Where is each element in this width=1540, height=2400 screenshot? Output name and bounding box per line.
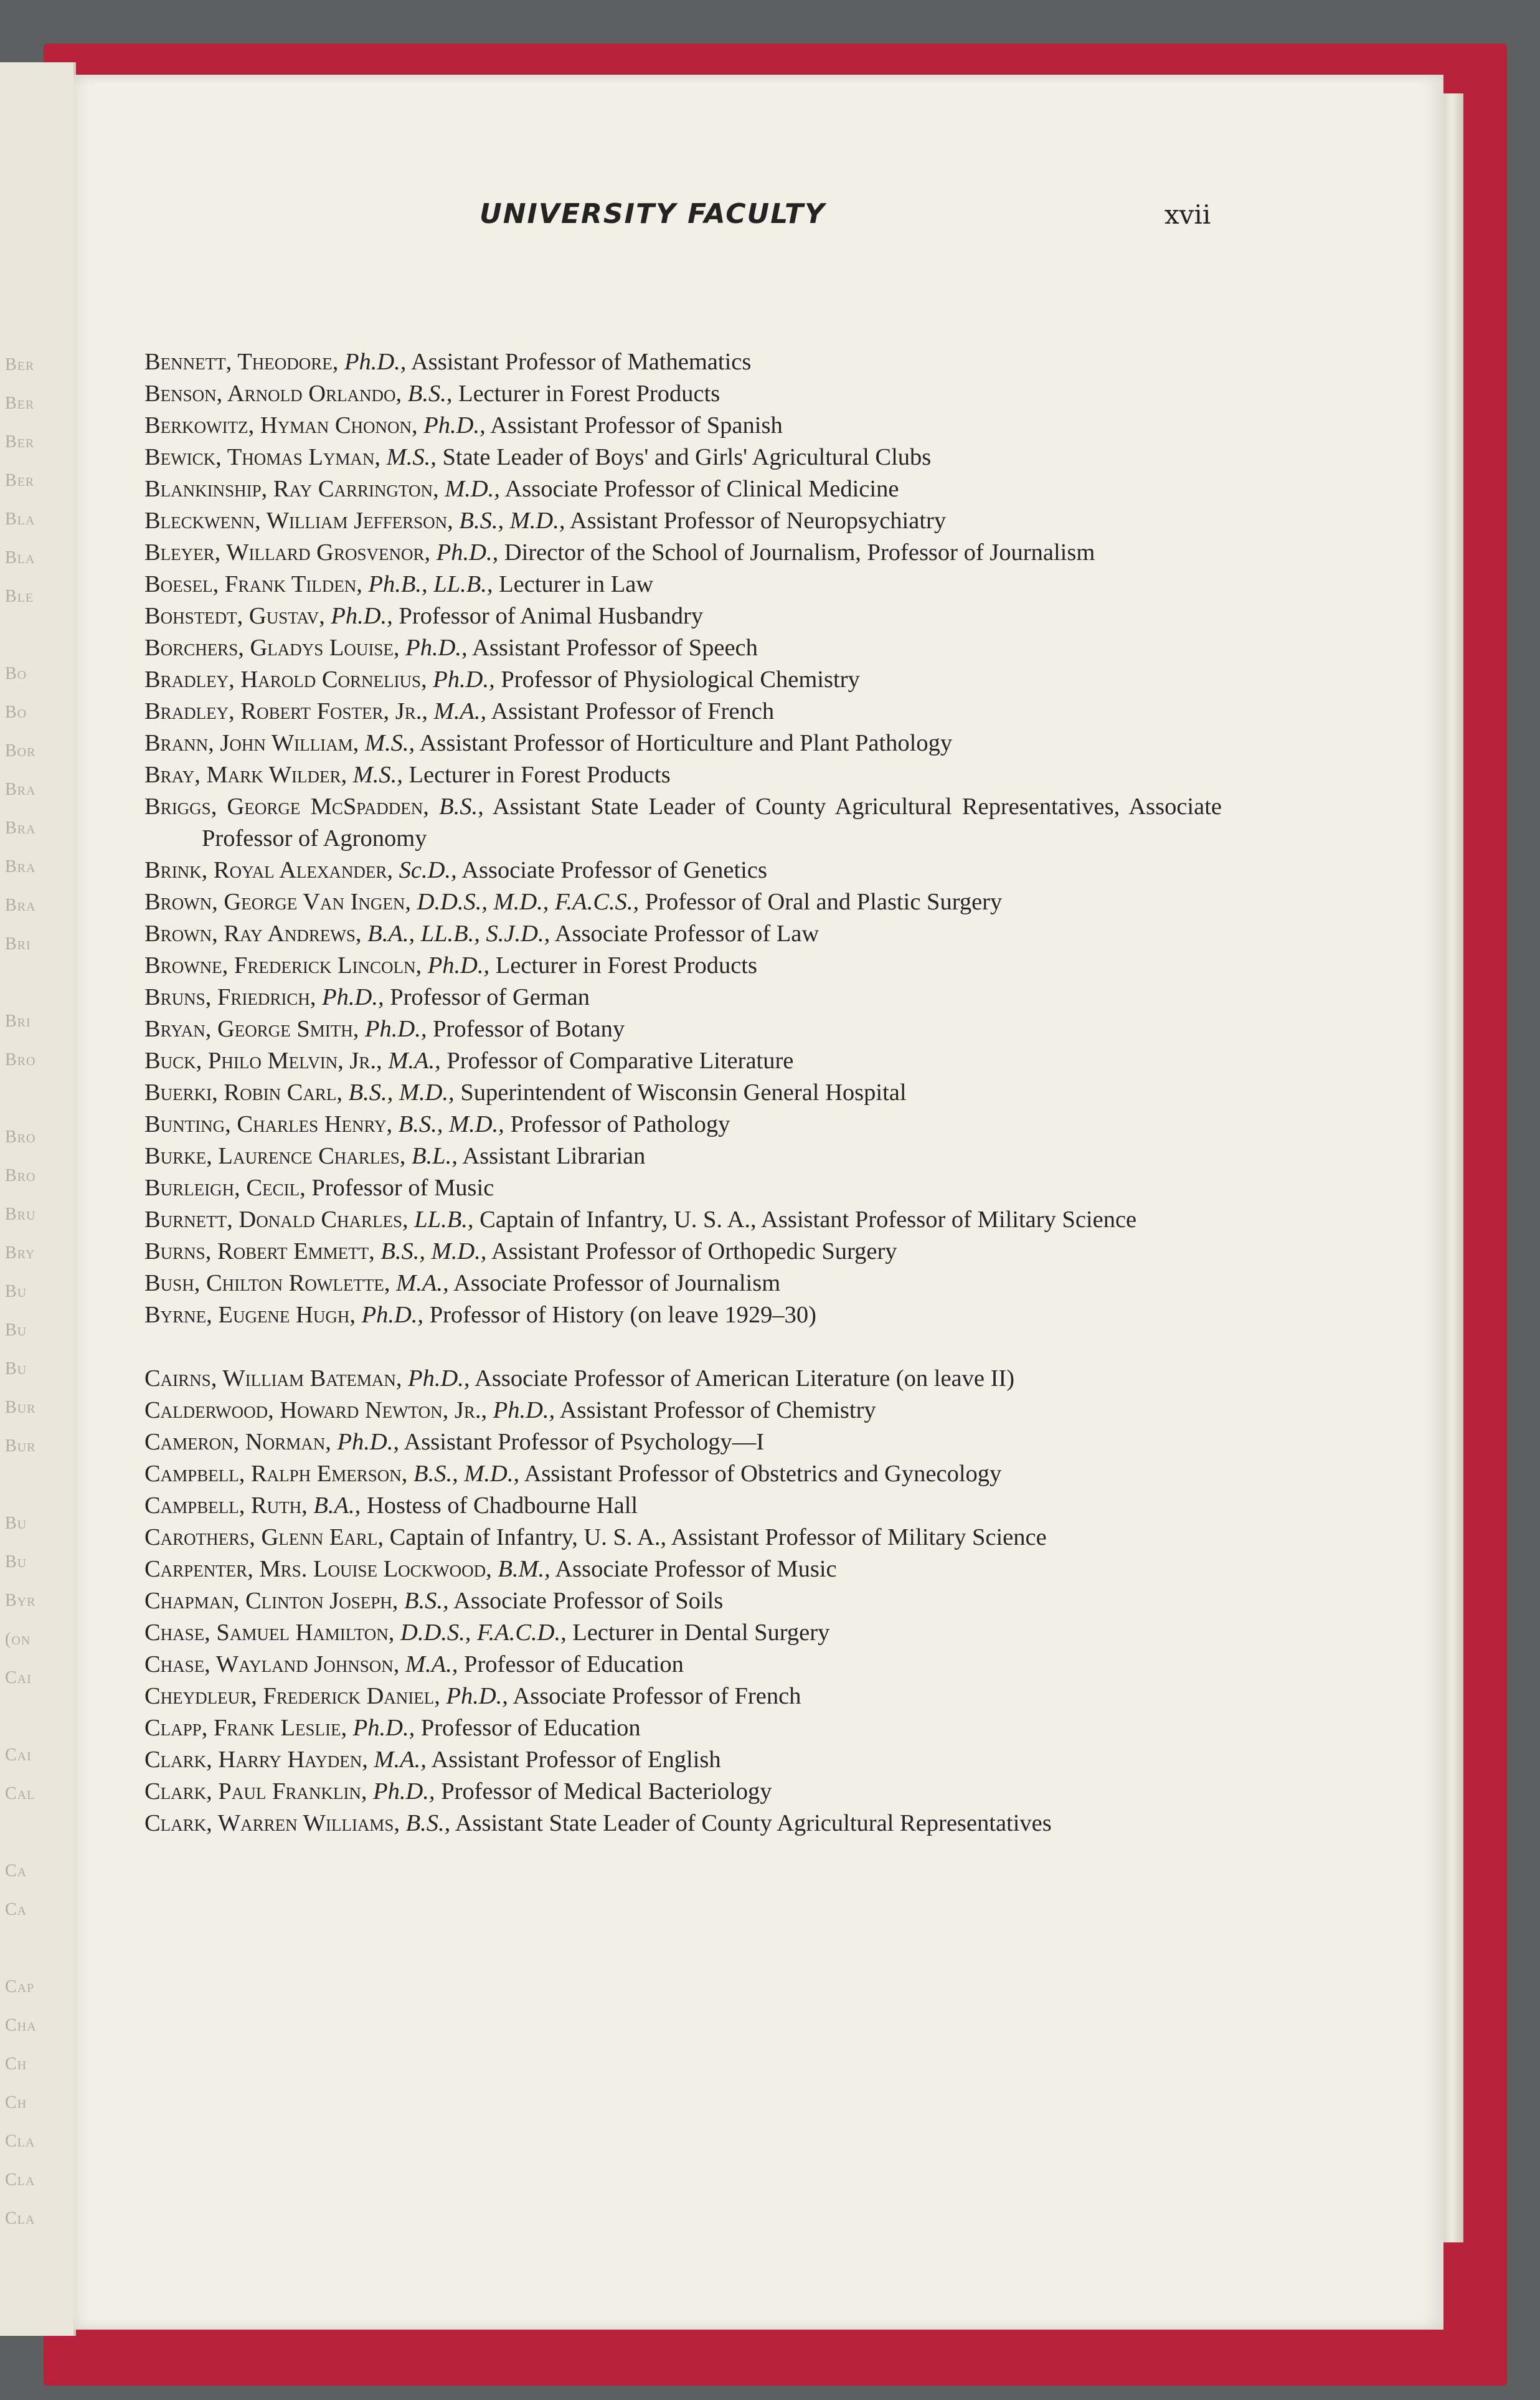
faculty-entry — [144, 1681, 1222, 1712]
faculty-entry — [144, 1045, 1222, 1077]
faculty-degree: B.S., M.D., — [348, 1079, 455, 1106]
left-page-fragment: Bri — [5, 1012, 31, 1031]
faculty-name: Bleyer, Willard Grosvenor, — [144, 539, 431, 566]
faculty-entry — [144, 1808, 1222, 1839]
faculty-name: Chase, Wayland Johnson, — [144, 1651, 400, 1677]
faculty-entry — [144, 1236, 1222, 1268]
faculty-name: Byrne, Eugene Hugh, — [144, 1302, 356, 1328]
left-page-fragment: Bur — [5, 1436, 36, 1456]
faculty-title: Associate Professor of Clinical Medicine — [504, 476, 899, 502]
faculty-degree: Ph.D., — [331, 603, 393, 629]
faculty-name: Brann, John William, — [144, 730, 359, 756]
left-page-fragment: Ber — [5, 355, 35, 374]
faculty-name: Brown, George Van Ingen, — [144, 889, 412, 915]
faculty-entry — [144, 791, 1222, 855]
faculty-entry — [144, 632, 1222, 664]
faculty-name: Berkowitz, Hyman Chonon, — [144, 412, 418, 439]
faculty-entry — [144, 1172, 1222, 1204]
left-page-fragment: Bla — [5, 510, 35, 529]
left-page-fragment: Ca — [5, 1861, 27, 1881]
faculty-entry — [144, 950, 1222, 982]
faculty-title: Superintendent of Wisconsin General Hospital — [460, 1079, 907, 1106]
faculty-entry — [144, 1776, 1222, 1808]
left-page-fragment: Cap — [5, 1977, 35, 1996]
faculty-name: Bohstedt, Gustav, — [144, 603, 325, 629]
faculty-degree: B.A., LL.B., S.J.D., — [367, 921, 550, 947]
left-page-fragment: Ch — [5, 2093, 27, 2112]
faculty-name: Briggs, George McSpadden, — [144, 794, 429, 820]
faculty-degree: M.D., — [445, 476, 500, 502]
faculty-title: Assistant Professor of Obstetrics and Gynecology — [524, 1461, 1002, 1487]
left-page-fragment: Bro — [5, 1127, 36, 1147]
faculty-entry — [144, 886, 1222, 918]
left-page-fragment: Bra — [5, 780, 36, 799]
left-page-fragment: Bo — [5, 664, 27, 683]
faculty-degree: M.A., — [433, 698, 487, 724]
faculty-degree: M.S., — [364, 730, 415, 756]
faculty-title: Director of the School of Journalism, Professor of Journalism — [504, 539, 1095, 566]
faculty-title: Associate Professor of Soils — [453, 1588, 724, 1614]
faculty-entry — [144, 1522, 1222, 1553]
faculty-degree: B.S., — [404, 1588, 449, 1614]
faculty-degree: Ph.D., — [365, 1016, 427, 1042]
faculty-entry — [144, 1268, 1222, 1299]
faculty-name: Blankinship, Ray Carrington, — [144, 476, 439, 502]
faculty-title: Professor of German — [390, 984, 590, 1010]
faculty-degree: Ph.D., — [446, 1683, 508, 1709]
faculty-list-c — [144, 1363, 1222, 1839]
faculty-degree: Ph.D., — [373, 1778, 435, 1805]
faculty-degree: Ph.D., — [337, 1429, 399, 1455]
left-page-fragment: Cla — [5, 2170, 35, 2189]
faculty-title: Assistant Professor of Chemistry — [559, 1397, 876, 1423]
faculty-degree: M.S., — [352, 762, 403, 788]
faculty-degree: M.A., — [388, 1048, 441, 1074]
faculty-name: Cheydleur, Frederick Daniel, — [144, 1683, 440, 1709]
left-page-fragment: Bor — [5, 741, 36, 761]
faculty-entry — [144, 569, 1222, 600]
left-page-fragment: Ca — [5, 1900, 27, 1919]
faculty-degree: Ph.D., — [344, 349, 407, 375]
faculty-name: Chapman, Clinton Joseph, — [144, 1588, 399, 1614]
faculty-title: Assistant Librarian — [462, 1143, 646, 1169]
faculty-degree: B.S., M.D., — [413, 1461, 520, 1487]
faculty-title: Lecturer in Forest Products — [495, 952, 757, 979]
faculty-degree: B.M., — [498, 1556, 550, 1582]
faculty-degree: Ph.D., — [322, 984, 384, 1010]
faculty-title: Associate Professor of French — [513, 1683, 801, 1709]
left-page-fragment: Bro — [5, 1166, 36, 1185]
faculty-entry — [144, 982, 1222, 1013]
faculty-name: Clark, Harry Hayden, — [144, 1747, 368, 1773]
left-page-fragment: Ch — [5, 2054, 27, 2074]
faculty-entry — [144, 1204, 1222, 1236]
left-page-fragment: Bu — [5, 1359, 27, 1378]
left-page-fragment: Bo — [5, 703, 27, 722]
faculty-degree: B.S., M.D., — [459, 508, 565, 534]
faculty-title: Lecturer in Forest Products — [409, 762, 671, 788]
faculty-name: Bradley, Robert Foster, Jr., — [144, 698, 428, 724]
faculty-entry — [144, 1458, 1222, 1490]
left-page-fragment: Cla — [5, 2132, 35, 2151]
faculty-degree: B.S., — [407, 381, 453, 407]
faculty-entry — [144, 1490, 1222, 1522]
faculty-title: Assistant Professor of French — [491, 698, 775, 724]
faculty-name: Bruns, Friedrich, — [144, 984, 316, 1010]
left-page-fragment: Bru — [5, 1205, 36, 1224]
faculty-title: Associate Professor of Genetics — [461, 857, 767, 883]
faculty-title: Assistant Professor of Psychology—I — [404, 1429, 765, 1455]
faculty-degree: B.S., M.D., — [380, 1238, 487, 1264]
faculty-degree: B.L., — [412, 1143, 458, 1169]
faculty-degree: B.S., M.D., — [398, 1111, 504, 1137]
faculty-title: Assistant Professor of Neuropsychiatry — [569, 508, 947, 534]
left-page-fragment: Bri — [5, 934, 31, 954]
faculty-name: Buck, Philo Melvin, Jr., — [144, 1048, 382, 1074]
faculty-title: Professor of Pathology — [510, 1111, 730, 1137]
faculty-degree: M.A., — [396, 1270, 449, 1296]
faculty-title: Assistant Professor of Spanish — [490, 412, 783, 439]
faculty-name: Campbell, Ralph Emerson, — [144, 1461, 408, 1487]
faculty-title: Professor of Animal Husbandry — [399, 603, 704, 629]
faculty-title: Assistant State Leader of County Agricultural Representatives, Associate Professor of Agronomy — [202, 794, 1222, 851]
faculty-title: Professor of Comparative Literature — [446, 1048, 794, 1074]
faculty-degree: B.S., — [439, 794, 484, 820]
faculty-degree: D.D.S., F.A.C.D., — [400, 1620, 567, 1646]
faculty-entry — [144, 473, 1222, 505]
faculty-entry — [144, 1585, 1222, 1617]
faculty-title: Associate Professor of Law — [554, 921, 820, 947]
faculty-name: Calderwood, Howard Newton, Jr., — [144, 1397, 488, 1423]
faculty-degree: Ph.D., — [405, 635, 468, 661]
faculty-entry — [144, 442, 1222, 473]
left-page-fragment: Ble — [5, 587, 34, 606]
left-page-fragment: Bu — [5, 1321, 27, 1340]
faculty-title: Assistant Professor of Orthopedic Surgery — [491, 1238, 897, 1264]
faculty-entry — [144, 1426, 1222, 1458]
faculty-title: Assistant Professor of English — [431, 1747, 721, 1773]
faculty-title: Associate Professor of American Literature (on leave II) — [475, 1365, 1015, 1392]
faculty-title: Professor of History (on leave 1929–30) — [429, 1302, 816, 1328]
faculty-name: Brink, Royal Alexander, — [144, 857, 394, 883]
faculty-name: Carpenter, Mrs. Louise Lockwood, — [144, 1556, 492, 1582]
faculty-name: Burke, Laurence Charles, — [144, 1143, 406, 1169]
faculty-title: Assistant Professor of Speech — [472, 635, 758, 661]
faculty-degree: Ph.D., — [433, 666, 495, 693]
faculty-degree: LL.B., — [414, 1207, 474, 1233]
faculty-title: Professor of Botany — [433, 1016, 625, 1042]
faculty-degree: Ph.D., — [361, 1302, 424, 1328]
left-page-fragment: Bro — [5, 1050, 36, 1070]
faculty-degree: M.A., — [374, 1747, 427, 1773]
faculty-name: Borchers, Gladys Louise, — [144, 635, 400, 661]
faculty-name: Chase, Samuel Hamilton, — [144, 1620, 395, 1646]
faculty-name: Clark, Paul Franklin, — [144, 1778, 367, 1805]
faculty-entry — [144, 378, 1222, 410]
faculty-name: Clapp, Frank Leslie, — [144, 1715, 347, 1741]
faculty-degree: B.A., — [313, 1492, 361, 1519]
faculty-name: Burns, Robert Emmett, — [144, 1238, 375, 1264]
faculty-entry — [144, 505, 1222, 537]
faculty-name: Boesel, Frank Tilden, — [144, 571, 362, 597]
faculty-name: Carothers, Glenn Earl, — [144, 1524, 384, 1550]
faculty-name: Browne, Frederick Lincoln, — [144, 952, 422, 979]
left-page-fragment: Bu — [5, 1552, 27, 1572]
faculty-entry — [144, 664, 1222, 696]
faculty-name: Brown, Ray Andrews, — [144, 921, 362, 947]
faculty-name: Cairns, William Bateman, — [144, 1365, 402, 1392]
faculty-title: Assistant Professor of Horticulture and Plant Pathology — [419, 730, 953, 756]
left-page-fragment: Cal — [5, 1784, 35, 1803]
faculty-entry — [144, 696, 1222, 728]
faculty-name: Benson, Arnold Orlando, — [144, 381, 402, 407]
left-page-fragment: Cha — [5, 2016, 37, 2035]
left-page-fragment: Bu — [5, 1282, 27, 1301]
left-page-fragment: Bla — [5, 548, 35, 567]
faculty-degree: B.S., — [405, 1810, 451, 1836]
faculty-degree: Ph.D., — [436, 539, 499, 566]
faculty-entry — [144, 1363, 1222, 1395]
faculty-list — [144, 346, 1222, 1839]
left-page-fragment: Bry — [5, 1243, 35, 1263]
faculty-name: Bush, Chilton Rowlette, — [144, 1270, 390, 1296]
faculty-title: Professor of Music — [311, 1175, 494, 1201]
faculty-title: Professor of Education — [464, 1651, 684, 1677]
faculty-entry — [144, 1744, 1222, 1776]
faculty-name: Cameron, Norman, — [144, 1429, 331, 1455]
faculty-title: Professor of Physiological Chemistry — [501, 666, 860, 693]
left-page-edge — [0, 62, 76, 2336]
faculty-title: Professor of Medical Bacteriology — [441, 1778, 772, 1805]
left-page-fragment: Cla — [5, 2209, 35, 2228]
faculty-degree: Ph.B., LL.B., — [368, 571, 493, 597]
faculty-title: Professor of Education — [420, 1715, 641, 1741]
faculty-entry — [144, 1109, 1222, 1141]
faculty-name: Clark, Warren Williams, — [144, 1810, 400, 1836]
faculty-title: State Leader of Boys' and Girls' Agricultural Clubs — [442, 444, 932, 470]
left-page-fragment: Ber — [5, 432, 35, 452]
faculty-entry — [144, 1553, 1222, 1585]
faculty-entry — [144, 1395, 1222, 1426]
faculty-title: Lecturer in Forest Products — [458, 381, 720, 407]
faculty-degree: Ph.D., — [423, 412, 486, 439]
faculty-entry — [144, 1013, 1222, 1045]
faculty-entry — [144, 1617, 1222, 1649]
left-page-fragment: Cai — [5, 1668, 32, 1687]
faculty-title: Professor of Oral and Plastic Surgery — [645, 889, 1003, 915]
faculty-entry — [144, 1141, 1222, 1172]
faculty-entry — [144, 537, 1222, 569]
faculty-degree: M.A., — [405, 1651, 458, 1677]
faculty-name: Burnett, Donald Charles, — [144, 1207, 409, 1233]
faculty-name: Bryan, George Smith, — [144, 1016, 359, 1042]
faculty-entry — [144, 728, 1222, 759]
faculty-title: Associate Professor of Music — [555, 1556, 837, 1582]
left-page-fragment: Ber — [5, 394, 35, 413]
left-page-fragment: Bur — [5, 1398, 36, 1417]
faculty-name: Bewick, Thomas Lyman, — [144, 444, 381, 470]
faculty-degree: Ph.D., — [352, 1715, 415, 1741]
faculty-name: Campbell, Ruth, — [144, 1492, 308, 1519]
faculty-degree: M.S., — [386, 444, 437, 470]
faculty-degree: D.D.S., M.D., F.A.C.S., — [417, 889, 640, 915]
faculty-entry — [144, 1712, 1222, 1744]
left-page-fragment: Bra — [5, 857, 36, 876]
faculty-title: Assistant State Leader of County Agricultural Representatives — [455, 1810, 1052, 1836]
faculty-title: Lecturer in Dental Surgery — [572, 1620, 830, 1646]
faculty-name: Burleigh, Cecil, — [144, 1175, 306, 1201]
running-head: UNIVERSITY FACULTY — [479, 198, 826, 230]
page-number: xvii — [1164, 199, 1211, 230]
left-page-fragment: Cai — [5, 1745, 32, 1765]
faculty-entry — [144, 1299, 1222, 1331]
left-page-fragment: Bra — [5, 896, 36, 915]
section-gap — [144, 1331, 1222, 1363]
page-header — [0, 198, 1540, 235]
faculty-entry — [144, 410, 1222, 442]
faculty-degree: Ph.D., — [493, 1397, 555, 1423]
faculty-title: Lecturer in Law — [499, 571, 654, 597]
faculty-name: Bradley, Harold Cornelius, — [144, 666, 427, 693]
faculty-name: Bennett, Theodore, — [144, 349, 339, 375]
faculty-entry — [144, 759, 1222, 791]
faculty-title: Assistant Professor of Mathematics — [410, 349, 752, 375]
faculty-name: Bray, Mark Wilder, — [144, 762, 347, 788]
faculty-title: Hostess of Chadbourne Hall — [366, 1492, 638, 1519]
faculty-degree: Sc.D., — [399, 857, 457, 883]
faculty-entry — [144, 1649, 1222, 1681]
faculty-title: Captain of Infantry, U. S. A., Assistant Professor of Military Science — [389, 1524, 1047, 1550]
faculty-entry — [144, 346, 1222, 378]
left-page-fragment: (on — [5, 1629, 31, 1649]
left-page-fragment: Ber — [5, 471, 35, 490]
faculty-name: Bunting, Charles Henry, — [144, 1111, 393, 1137]
faculty-entry — [144, 855, 1222, 886]
faculty-name: Buerki, Robin Carl, — [144, 1079, 343, 1106]
faculty-degree: Ph.D., — [427, 952, 490, 979]
faculty-title: Captain of Infantry, U. S. A., Assistant Professor of Military Science — [479, 1207, 1137, 1233]
faculty-title: Associate Professor of Journalism — [453, 1270, 781, 1296]
faculty-name: Bleckwenn, William Jefferson, — [144, 508, 453, 534]
left-page-fragment: Bra — [5, 818, 36, 838]
faculty-list-b — [144, 346, 1222, 1331]
faculty-entry — [144, 600, 1222, 632]
faculty-entry — [144, 1077, 1222, 1109]
faculty-degree: Ph.D., — [408, 1365, 470, 1392]
left-page-fragment: Byr — [5, 1591, 36, 1610]
left-page-fragment: Bu — [5, 1514, 27, 1533]
faculty-entry — [144, 918, 1222, 950]
